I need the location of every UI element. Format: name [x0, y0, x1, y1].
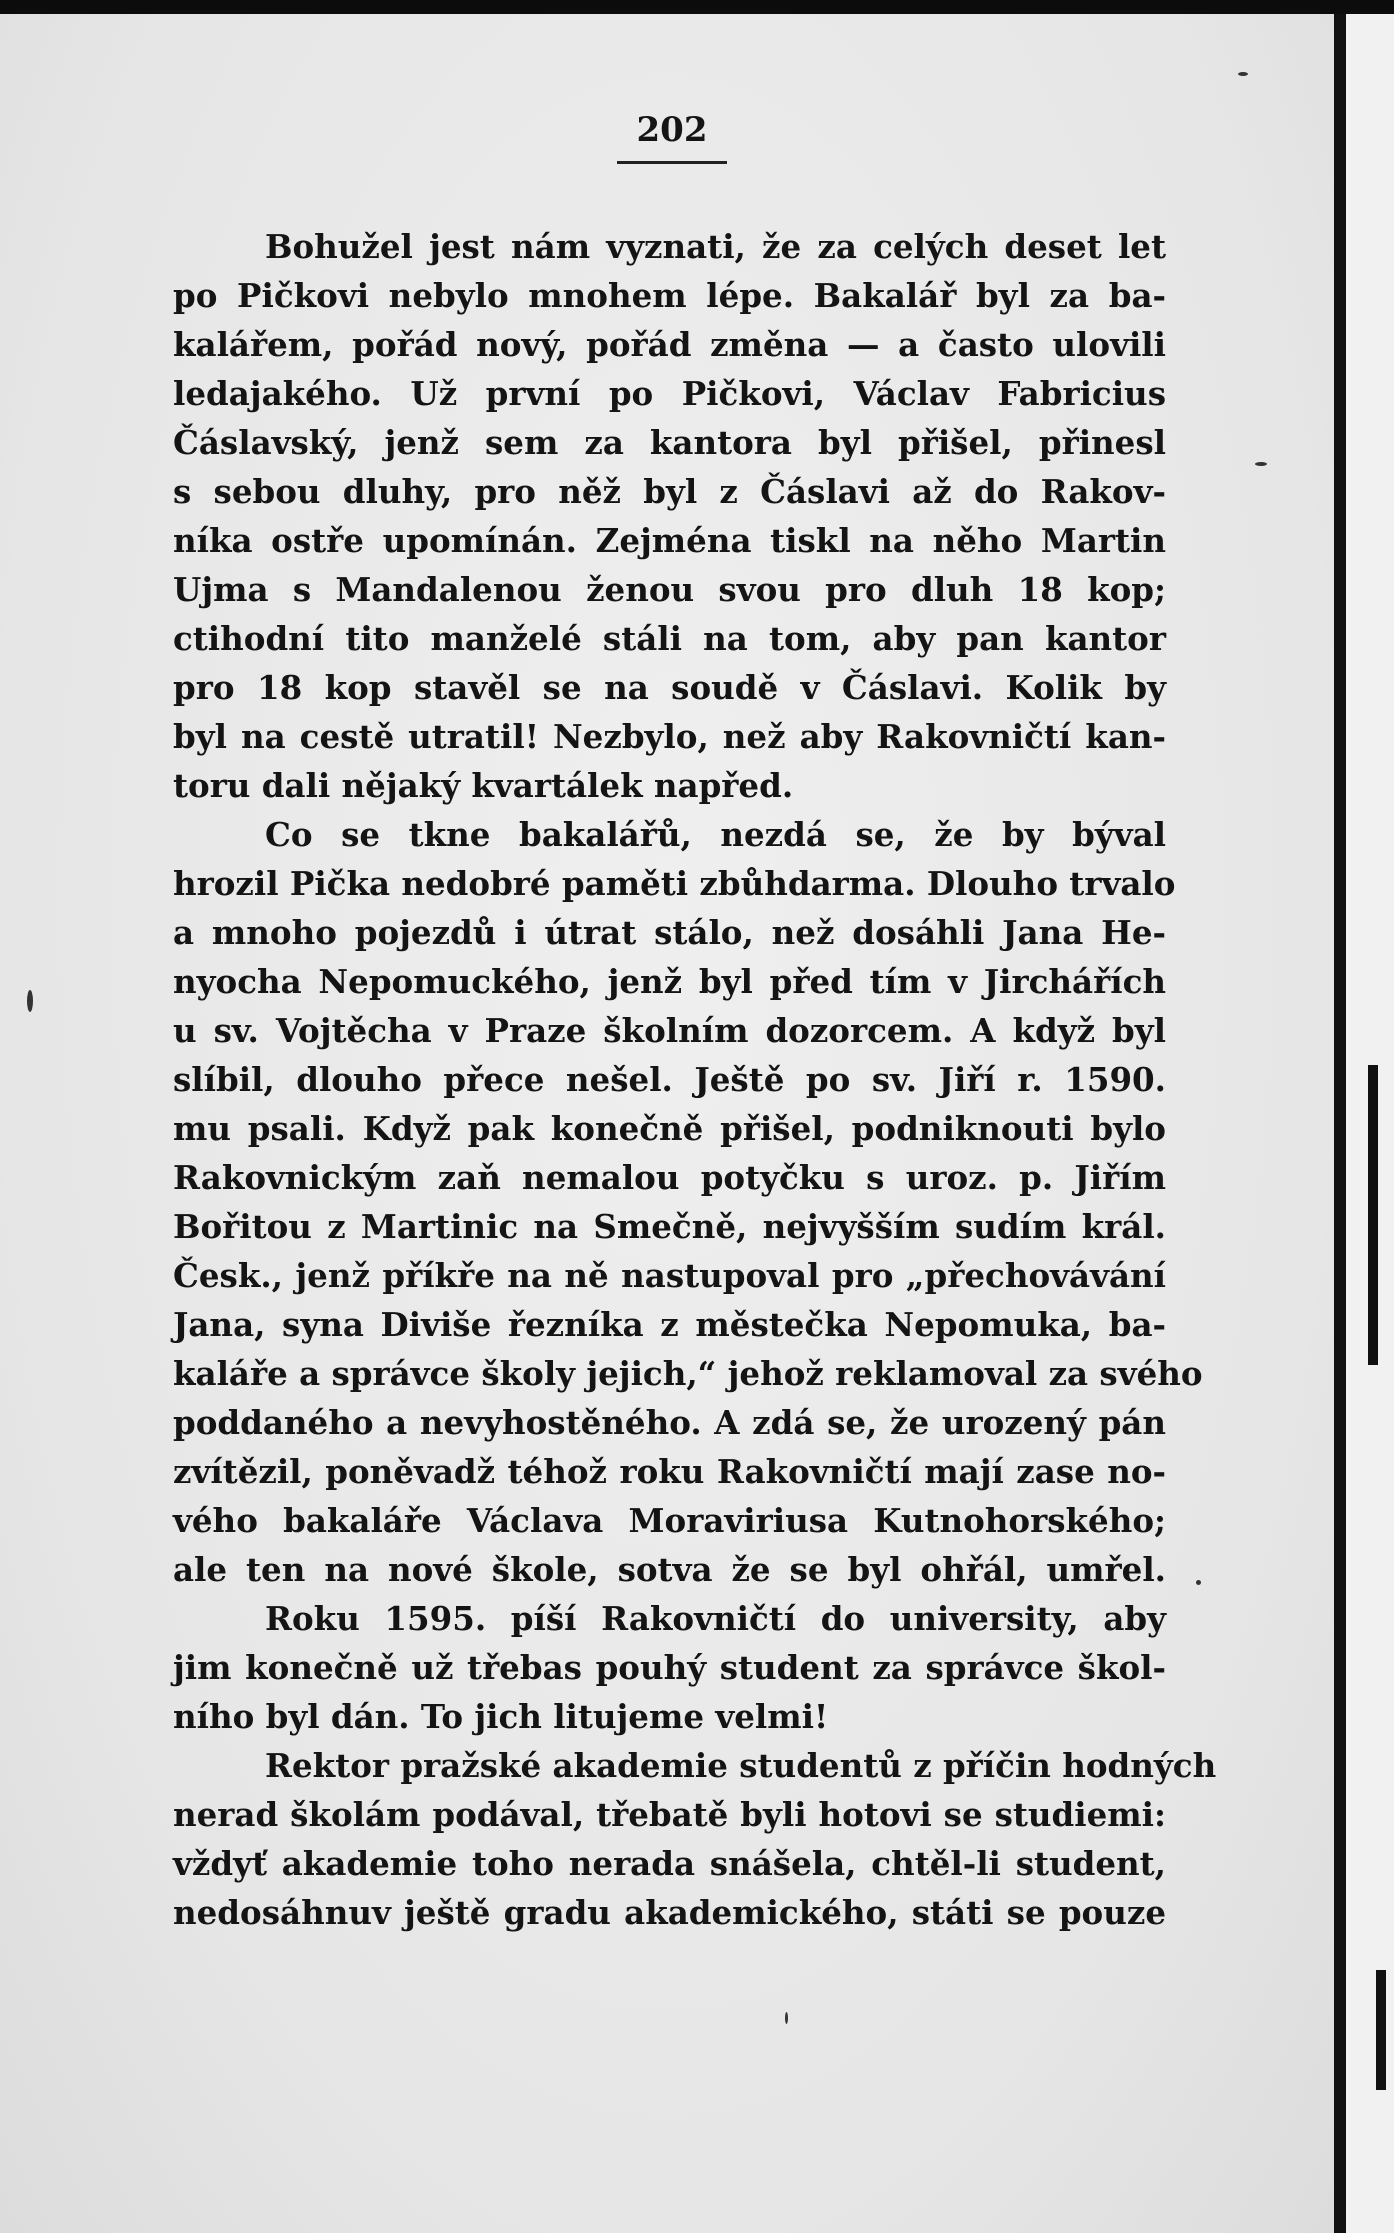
- text-line: poddaného a nevyhostěného. A zdá se, že urozený pán: [173, 1403, 1166, 1442]
- text-line: Bohužel jest nám vyznati, že za celých deset let: [265, 227, 1166, 266]
- text-line: hrozil Pička nedobré paměti zbůhdarma. Dlouho trvalo: [173, 864, 1176, 903]
- text-line: ctihodní tito manželé stáli na tom, aby pan kantor: [173, 619, 1166, 658]
- text-line: Jana, syna Diviše řezníka z městečka Nepomuka, ba-: [173, 1305, 1166, 1344]
- text-line: vždyť akademie toho nerada snášela, chtěl-li student,: [173, 1844, 1166, 1883]
- speck: [1255, 462, 1267, 466]
- text-line: toru dali nějaký kvartálek napřed.: [173, 766, 794, 805]
- edge-mark: [1368, 1065, 1378, 1365]
- text-line: vého bakaláře Václava Moraviriusa Kutnohorského;: [173, 1501, 1166, 1540]
- text-line: Ujma s Mandalenou ženou svou pro dluh 18 kop;: [173, 570, 1166, 609]
- speck: [785, 2012, 788, 2024]
- text-line: Roku 1595. píší Rakovničtí do university, aby: [265, 1599, 1166, 1638]
- text-line: kaláře a správce školy jejich,“ jehož reklamoval za svého: [173, 1354, 1203, 1393]
- text-line: a mnoho pojezdů i útrat stálo, než dosáhli Jana He-: [173, 913, 1166, 952]
- speck: [1238, 72, 1248, 76]
- edge-mark: [1376, 1970, 1386, 2090]
- text-line: Čáslavský, jenž sem za kantora byl přišel, přinesl: [173, 423, 1166, 462]
- text-line: kalářem, pořád nový, pořád změna — a často ulovili: [173, 325, 1166, 364]
- speck: [1196, 1580, 1201, 1585]
- text-line: Bořitou z Martinic na Smečně, nejvyšším sudím král.: [173, 1207, 1166, 1246]
- text-line: pro 18 kop stavěl se na soudě v Čáslavi. Kolik by: [173, 668, 1166, 707]
- text-line: níka ostře upomínán. Zejména tiskl na něho Martin: [173, 521, 1166, 560]
- text-line: po Pičkovi nebylo mnohem lépe. Bakalář byl za ba-: [173, 276, 1166, 315]
- speck: [27, 990, 33, 1012]
- text-line: nyocha Nepomuckého, jenž byl před tím v Jirchářích: [173, 962, 1166, 1001]
- text-line: nedosáhnuv ještě gradu akademického, státi se pouze: [173, 1893, 1166, 1932]
- text-line: Co se tkne bakalářů, nezdá se, že by býval: [265, 815, 1166, 854]
- text-line: Rektor pražské akademie studentů z příčin hodných: [265, 1746, 1217, 1785]
- text-line: zvítězil, poněvadž téhož roku Rakovničtí mají zase no-: [173, 1452, 1166, 1491]
- page-number: 202: [636, 110, 708, 150]
- text-line: slíbil, dlouho přece nešel. Ještě po sv. Jiří r. 1590.: [173, 1060, 1166, 1099]
- text-line: ale ten na nové škole, sotva že se byl ohřál, umřel.: [173, 1550, 1166, 1589]
- text-line: mu psali. Když pak konečně přišel, podniknouti bylo: [173, 1109, 1166, 1148]
- text-line: Rakovnickým zaň nemalou potyčku s uroz. p. Jiřím: [173, 1158, 1166, 1197]
- edge-shadow: [1334, 14, 1346, 2233]
- text-line: u sv. Vojtěcha v Praze školním dozorcem. A když byl: [173, 1011, 1166, 1050]
- text-line: jim konečně už třebas pouhý student za správce škol-: [173, 1648, 1166, 1687]
- text-line: ního byl dán. To jich litujeme velmi!: [173, 1697, 829, 1736]
- text-line: nerad školám podával, třebatě byli hotovi se studiemi:: [173, 1795, 1166, 1834]
- text-line: byl na cestě utratil! Nezbylo, než aby Rakovničtí kan-: [173, 717, 1166, 756]
- text-line: Česk., jenž příkře na ně nastupoval pro „přechovávání: [173, 1256, 1166, 1295]
- text-line: s sebou dluhy, pro něž byl z Čáslavi až do Rakov-: [173, 472, 1166, 511]
- body-text: [173, 222, 1217, 1937]
- text-line: ledajakého. Už první po Pičkovi, Václav Fabricius: [173, 374, 1166, 413]
- page-edge: [1334, 14, 1394, 2233]
- page-number-underline: [617, 161, 727, 164]
